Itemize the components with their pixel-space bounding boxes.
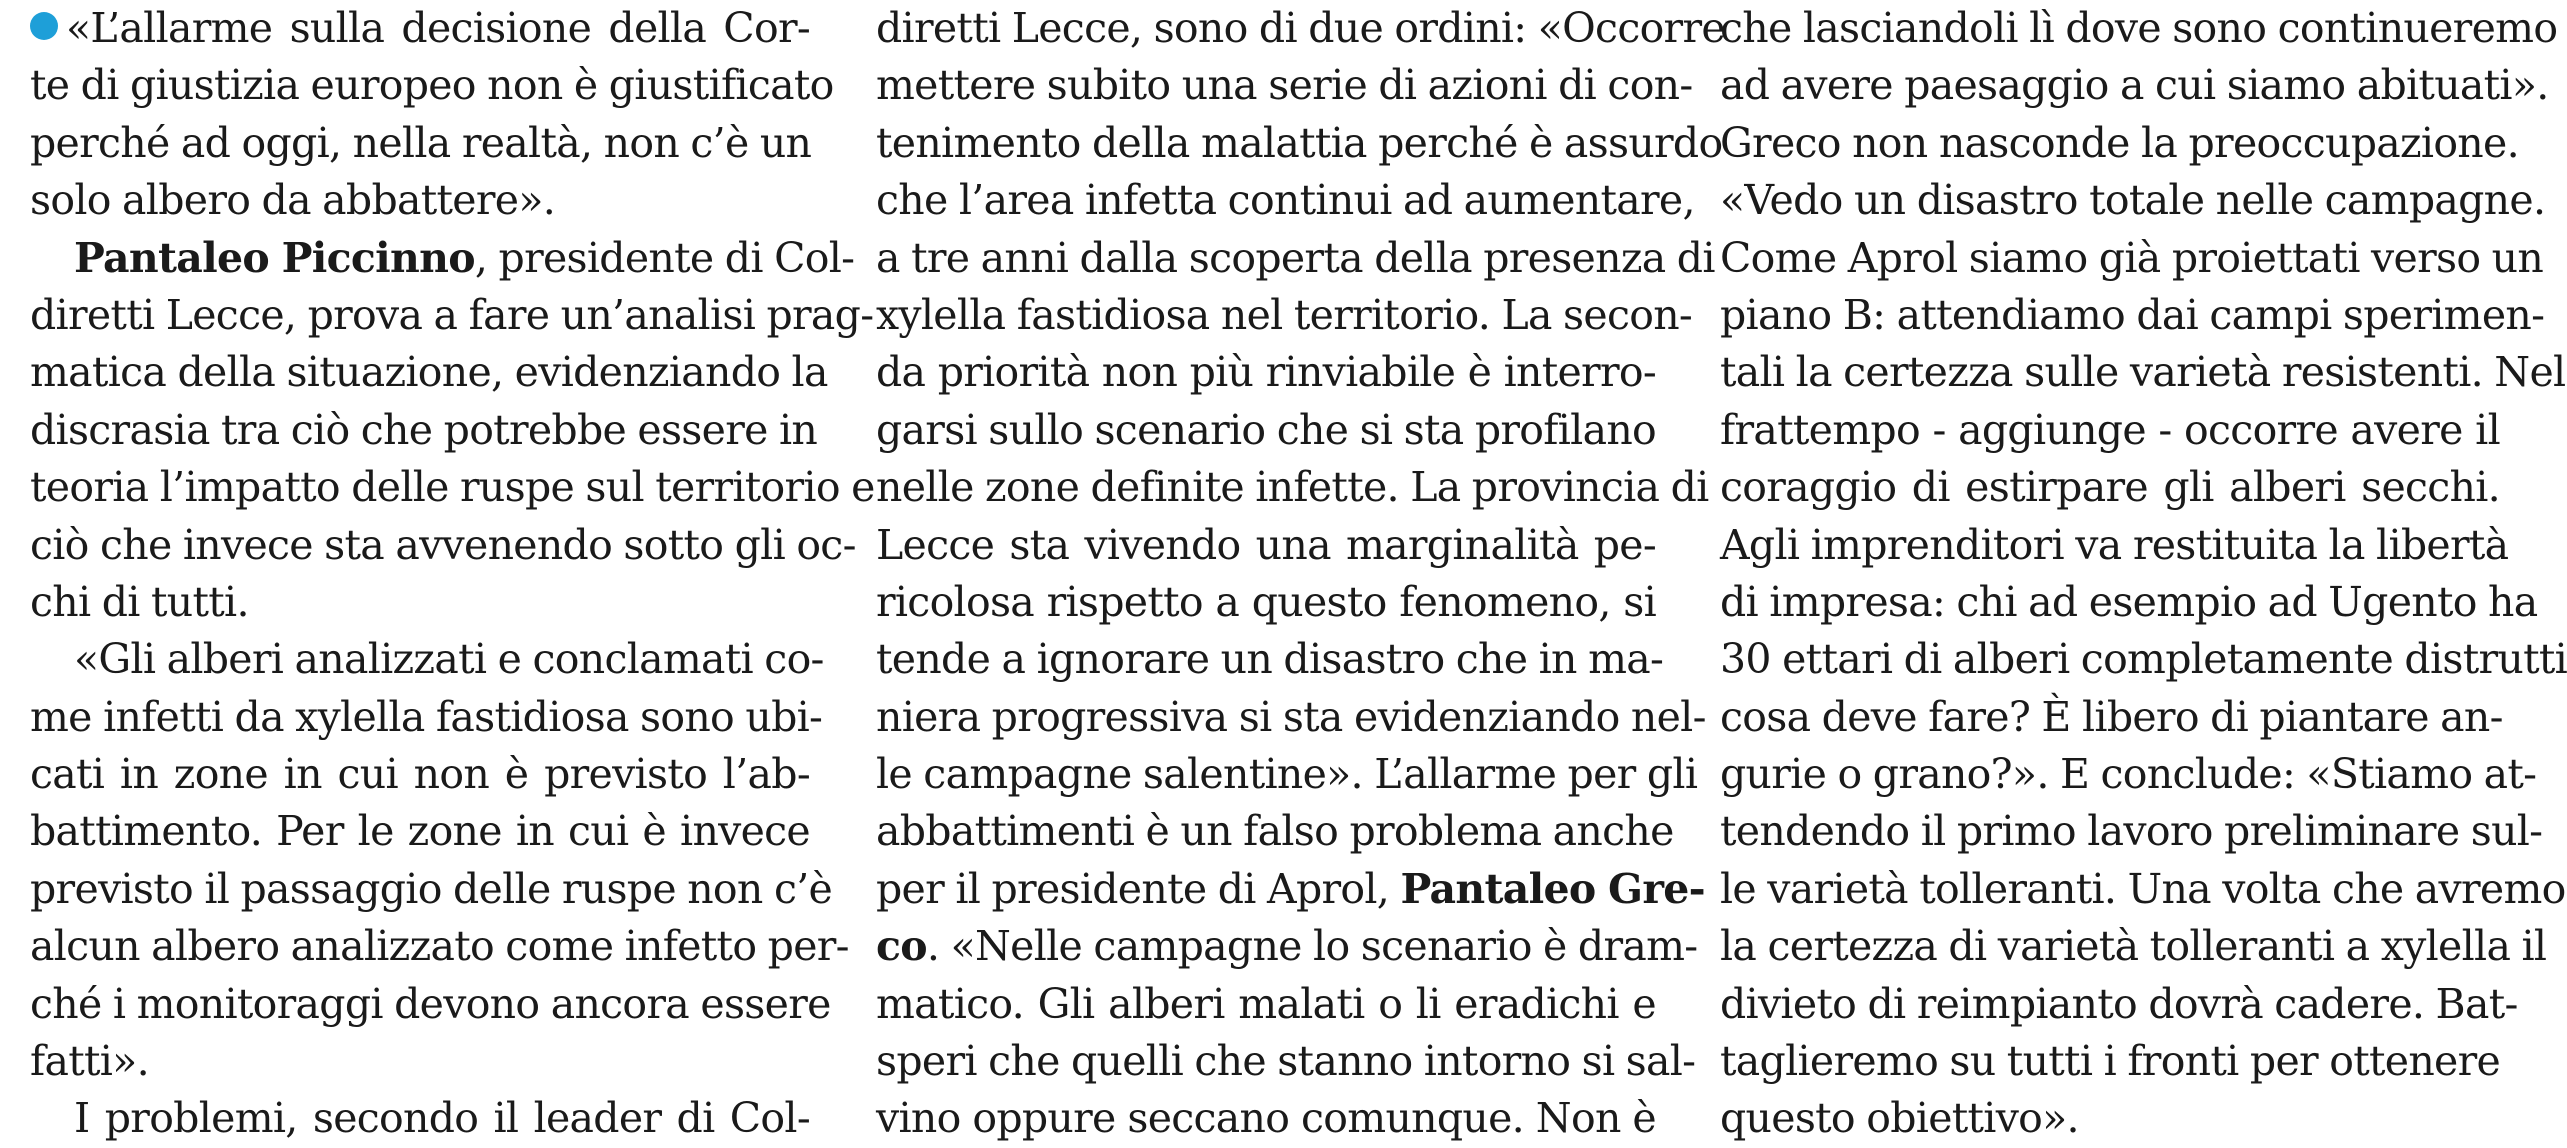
text-line: ché i monitoraggi devono ancora essere: [30, 979, 831, 1028]
person-name-greco-cont: co: [876, 922, 927, 971]
text-line: xylella fastidiosa nel territorio. La secon-: [876, 290, 1693, 339]
text-line: nelle zone definite infette. La provincia di: [876, 463, 1709, 512]
text-line: me infetti da xylella fastidiosa sono ubi-: [30, 692, 823, 741]
text-line: I problemi, secondo il leader di Col-: [74, 1094, 810, 1143]
text-line: discrasia tra ciò che potrebbe essere in: [30, 405, 818, 454]
text-line: divieto di reimpianto dovrà cadere. Bat-: [1720, 979, 2518, 1028]
text-line: garsi sullo scenario che si sta profilano: [876, 405, 1657, 454]
text-line: coraggio di estirpare gli alberi secchi.: [1720, 463, 2500, 512]
text-line: ad avere paesaggio a cui siamo abituati».: [1720, 61, 2549, 110]
text-line: diretti Lecce, prova a fare un’analisi prag-: [30, 290, 874, 339]
text-line: taglieremo su tutti i fronti per ottenere: [1720, 1037, 2501, 1086]
text-line: gurie o grano?». E conclude: «Stiamo at-: [1720, 750, 2537, 799]
text-line: battimento. Per le zone in cui è invece: [30, 807, 810, 856]
text-line: «Gli alberi analizzati e conclamati co-: [74, 635, 824, 684]
text-line: che l’area infetta continui ad aumentare,: [876, 176, 1695, 225]
text-line: abbattimenti è un falso problema anche: [876, 807, 1674, 856]
text-line: la certezza di varietà tolleranti a xylella il: [1720, 922, 2547, 971]
article-column-1: [30, 0, 875, 1148]
text-line: «L’allarme sulla decisione della Cor-: [30, 0, 810, 57]
article-column-3: [1720, 0, 2567, 1148]
text-line: piano B: attendiamo dai campi sperimen-: [1720, 290, 2545, 339]
text-line: matica della situazione, evidenziando la: [30, 348, 828, 397]
text-line: le campagne salentine». L’allarme per gli: [876, 750, 1698, 799]
text-line: le varietà tolleranti. Una volta che avremo: [1720, 864, 2566, 913]
text-line: tende a ignorare un disastro che in ma-: [876, 635, 1664, 684]
text-line: tenimento della malattia perché è assurdo: [876, 118, 1723, 167]
text-line: previsto il passaggio delle ruspe non c’è: [30, 864, 833, 913]
text-line: tendendo il primo lavoro preliminare sul-: [1720, 807, 2543, 856]
text-line: alcun albero analizzato come infetto per-: [30, 922, 849, 971]
text-line: co. «Nelle campagne lo scenario è dram-: [876, 922, 1698, 971]
text-line: fatti».: [30, 1037, 149, 1086]
text-line: perché ad oggi, nella realtà, non c’è un: [30, 118, 812, 167]
text-line: Agli imprenditori va restituita la libertà: [1720, 520, 2509, 569]
text-line: te di giustizia europeo non è giustificato: [30, 61, 834, 110]
text-line: cati in zone in cui non è previsto l’ab-: [30, 750, 810, 799]
text-line: matico. Gli alberi malati o li eradichi e: [876, 979, 1656, 1028]
text-line: solo albero da abbattere».: [30, 176, 556, 225]
text-line: tali la certezza sulle varietà resistenti. Nel: [1720, 348, 2566, 397]
text-line: vino oppure seccano comunque. Non è: [876, 1094, 1656, 1143]
text-line: a tre anni dalla scoperta della presenza di: [876, 233, 1715, 282]
text-line: speri che quelli che stanno intorno si sal-: [876, 1037, 1696, 1086]
text-line: che lasciandoli lì dove sono continueremo: [1720, 4, 2558, 52]
text-line: chi di tutti.: [30, 577, 249, 626]
text-line: niera progressiva si sta evidenziando nel-: [876, 692, 1706, 741]
text-line: diretti Lecce, sono di due ordini: «Occorre: [876, 4, 1725, 52]
text-line: «Vedo un disastro totale nelle campagne.: [1720, 176, 2546, 225]
text-line: questo obiettivo».: [1720, 1094, 2079, 1143]
text-line: cosa deve fare? È libero di piantare an-: [1720, 692, 2503, 741]
text-line: Pantaleo Piccinno, presidente di Col-: [74, 233, 855, 282]
text-line: 30 ettari di alberi completamente distrutti: [1720, 635, 2567, 684]
text-line: Greco non nasconde la preoccupazione.: [1720, 118, 2519, 167]
text-line: mettere subito una serie di azioni di con-: [876, 61, 1693, 110]
person-name-piccinno: Pantaleo Piccinno: [74, 233, 475, 282]
text-line: Lecce sta vivendo una marginalità pe-: [876, 520, 1656, 569]
text-line: da priorità non più rinviabile è interro-: [876, 348, 1656, 397]
text-line: Come Aprol siamo già proiettati verso un: [1720, 233, 2544, 282]
text-line: ciò che invece sta avvenendo sotto gli oc-: [30, 520, 856, 569]
text-line: per il presidente di Aprol, Pantaleo Gre-: [876, 864, 1705, 913]
blue-bullet-icon: [30, 12, 58, 40]
text-line: frattempo - aggiunge - occorre avere il: [1720, 405, 2500, 454]
text-line: teoria l’impatto delle ruspe sul territorio e: [30, 463, 875, 512]
article-column-2: [876, 0, 1725, 1148]
text-line: ricolosa rispetto a questo fenomeno, si: [876, 577, 1656, 626]
text-line: di impresa: chi ad esempio ad Ugento ha: [1720, 577, 2538, 626]
person-name-greco: Pantaleo Gre-: [1400, 864, 1705, 913]
